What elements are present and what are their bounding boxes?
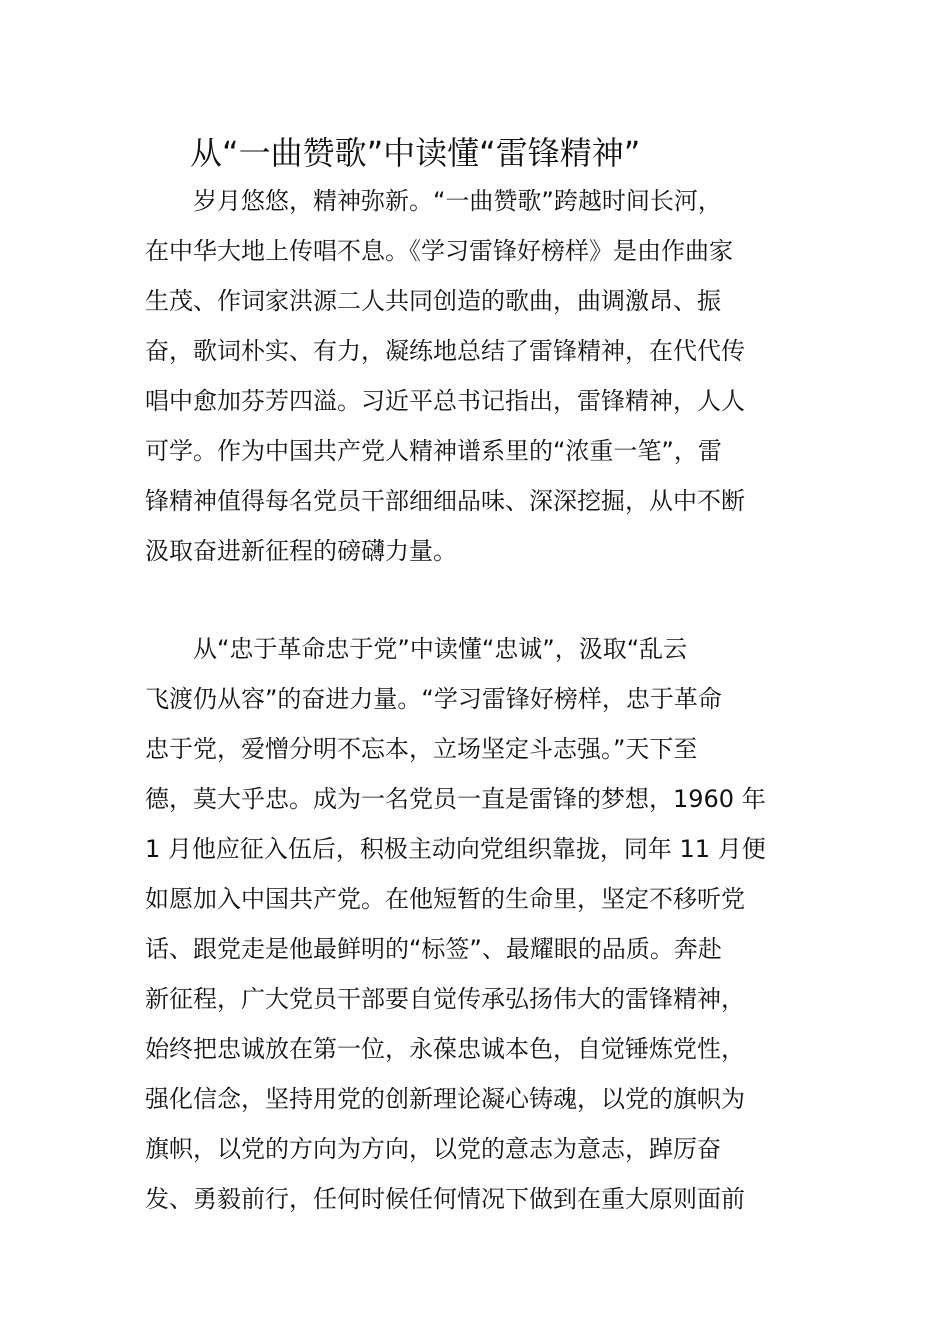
paragraph-1-line: 可学。作为中国共产党人精神谱系里的“浓重一笔”，雷 [145, 437, 722, 465]
paragraph-1-line: 唱中愈加芬芳四溢。习近平总书记指出，雷锋精神，人人 [145, 387, 745, 415]
paragraph-1-line: 岁月悠悠，精神弥新。“一曲赞歌”跨越时间长河， [193, 187, 722, 215]
paragraph-2-line: 德，莫大乎忠。成为一名党员一直是雷锋的梦想，1960 年 [145, 785, 766, 813]
paragraph-1-line: 锋精神值得每名党员干部细细品味、深深挖掘，从中不断 [145, 487, 745, 515]
paragraph-2-line: 强化信念，坚持用党的创新理论凝心铸魂，以党的旗帜为 [145, 1085, 745, 1113]
paragraph-2-line: 新征程，广大党员干部要自觉传承弘扬伟大的雷锋精神， [145, 985, 745, 1013]
paragraph-2-line: 如愿加入中国共产党。在他短暂的生命里，坚定不移听党 [145, 885, 745, 913]
paragraph-2-line: 旗帜，以党的方向为方向，以党的意志为意志，踔厉奋 [145, 1135, 721, 1163]
paragraph-2-line: 忠于党，爱憎分明不忘本，立场坚定斗志强。”天下至 [145, 735, 698, 763]
paragraph-2-line: 飞渡仍从容”的奋进力量。“学习雷锋好榜样，忠于革命 [145, 685, 722, 713]
paragraph-1-line: 在中华大地上传唱不息。《学习雷锋好榜样》是由作曲家 [145, 237, 733, 265]
paragraph-2-line: 从“忠于革命忠于党”中读懂“忠诚”，汲取“乱云 [193, 635, 688, 663]
paragraph-2-line: 始终把忠诚放在第一位，永葆忠诚本色，自觉锤炼党性， [145, 1035, 745, 1063]
paragraph-1-line: 奋，歌词朴实、有力，凝练地总结了雷锋精神，在代代传 [145, 337, 745, 365]
paragraph-1-line: 生茂、作词家洪源二人共同创造的歌曲，曲调激昂、振 [145, 287, 721, 315]
document-title: 从“一曲赞歌”中读懂“雷锋精神” [190, 134, 641, 172]
paragraph-1-line: 汲取奋进新征程的磅礴力量。 [145, 537, 457, 565]
paragraph-2-line: 发、勇毅前行，任何时候任何情况下做到在重大原则面前 [145, 1185, 745, 1213]
paragraph-2-line: 1 月他应征入伍后，积极主动向党组织靠拢，同年 11 月便 [145, 835, 766, 863]
paragraph-2-line: 话、跟党走是他最鲜明的“标签”、最耀眼的品质。奔赴 [145, 935, 722, 963]
